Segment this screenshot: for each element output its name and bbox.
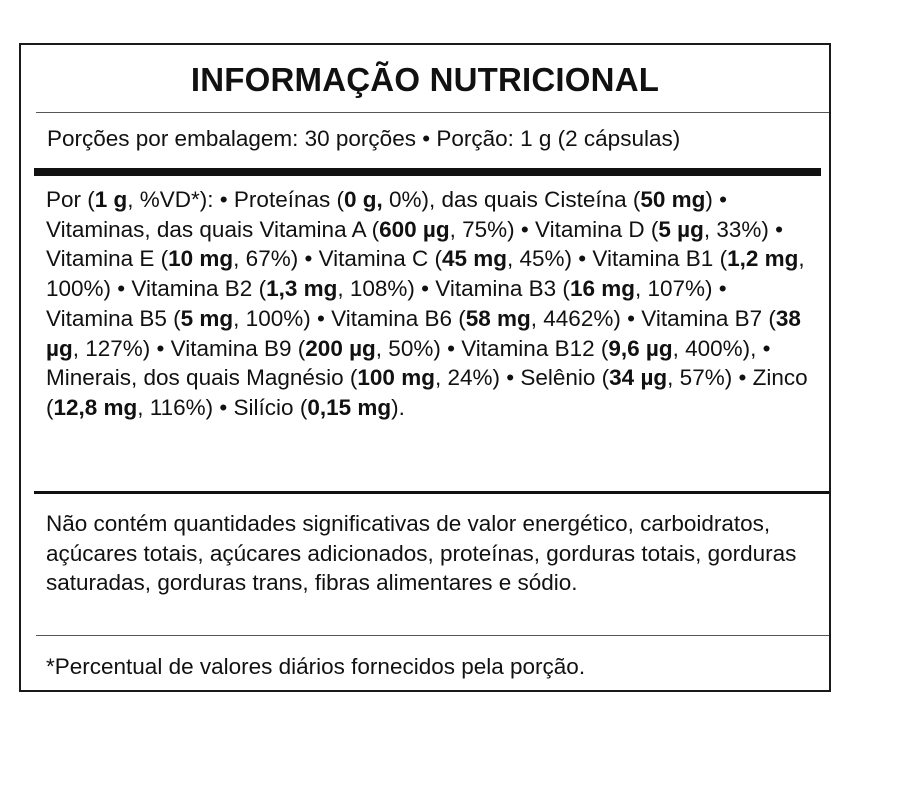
not-significant-notice: Não contém quantidades significativas de valor energético, carboidratos, açúcares totais, açúcares adicionados, proteínas, gorduras totais, gorduras saturadas, gorduras trans, fibras alimentares e sódio. (46, 511, 797, 596)
nutrient-amount: 12,8 mg (53, 394, 138, 420)
nutrient-text: , 57%) • Zinco ( (46, 365, 808, 420)
nutrient-text: , 33%) • Vitamina E ( (46, 216, 784, 272)
divider-thick (34, 168, 821, 176)
nutrient-text: ) • Vitaminas, das quais Vitamina A ( (46, 187, 728, 242)
nutrient-amount: 38 µg (46, 305, 801, 361)
nutrient-text: Por ( (46, 187, 95, 212)
nutrient-text: , 400%), • Minerais, dos quais Magnésio ( (46, 335, 771, 391)
nutrient-amount: 45 mg (441, 246, 507, 272)
nutrient-amount: 100 mg (357, 365, 435, 391)
nutrient-text: , 127%) • Vitamina B9 ( (72, 335, 306, 361)
panel-title: INFORMAÇÃO NUTRICIONAL (190, 61, 660, 98)
nutrient-text: , %VD*): • Proteínas ( (127, 187, 344, 212)
nutrient-text: , 108%) • Vitamina B3 ( (337, 276, 570, 302)
divider-middle (34, 491, 829, 494)
nutrient-amount: 1 g (94, 187, 128, 212)
nutrient-text: , 50%) • Vitamina B12 ( (375, 335, 609, 361)
nutrition-facts-panel (19, 43, 831, 692)
nutrients-paragraph (46, 185, 816, 423)
footnote: *Percentual de valores diários fornecidos pela porção. (46, 654, 586, 679)
nutrient-text: , 100%) • Vitamina B6 ( (233, 305, 466, 331)
nutrient-text: , 45%) • Vitamina B1 ( (507, 246, 728, 272)
nutrient-text: ). (391, 394, 405, 420)
divider-bottom (36, 635, 829, 636)
nutrient-amount: 16 mg (569, 276, 635, 302)
nutrient-text: 0%), das quais Cisteína ( (382, 187, 641, 212)
nutrient-amount: 10 mg (168, 246, 234, 272)
nutrient-text: , 107%) • Vitamina B5 ( (46, 276, 727, 331)
nutrient-amount: 9,6 µg (608, 335, 673, 361)
nutrient-text: , 67%) • Vitamina C ( (233, 246, 442, 272)
nutrient-amount: 5 mg (180, 305, 234, 331)
nutrient-amount: 200 µg (305, 335, 376, 361)
nutrient-amount: 600 µg (379, 216, 450, 242)
nutrient-text: , 116%) • Silício ( (137, 394, 308, 420)
nutrient-amount: 1,3 mg (266, 276, 338, 302)
nutrient-amount: 0 g, (343, 187, 383, 212)
nutrient-amount: 1,2 mg (727, 246, 799, 272)
divider-top (36, 112, 829, 113)
nutrient-text: , 100%) • Vitamina B2 ( (46, 246, 805, 302)
nutrient-text: , 4462%) • Vitamina B7 ( (530, 305, 776, 331)
nutrient-text: , 75%) • Vitamina D ( (449, 216, 659, 242)
portions-line: Porções por embalagem: 30 porções • Porção: 1 g (2 cápsulas) (47, 126, 681, 151)
nutrient-amount: 34 µg (609, 365, 668, 391)
nutrient-amount: 58 mg (465, 305, 531, 331)
nutrient-text: , 24%) • Selênio ( (434, 365, 610, 391)
nutrient-amount: 5 µg (658, 216, 704, 242)
nutrient-amount: 50 mg (640, 187, 706, 212)
nutrient-amount: 0,15 mg (307, 394, 392, 420)
